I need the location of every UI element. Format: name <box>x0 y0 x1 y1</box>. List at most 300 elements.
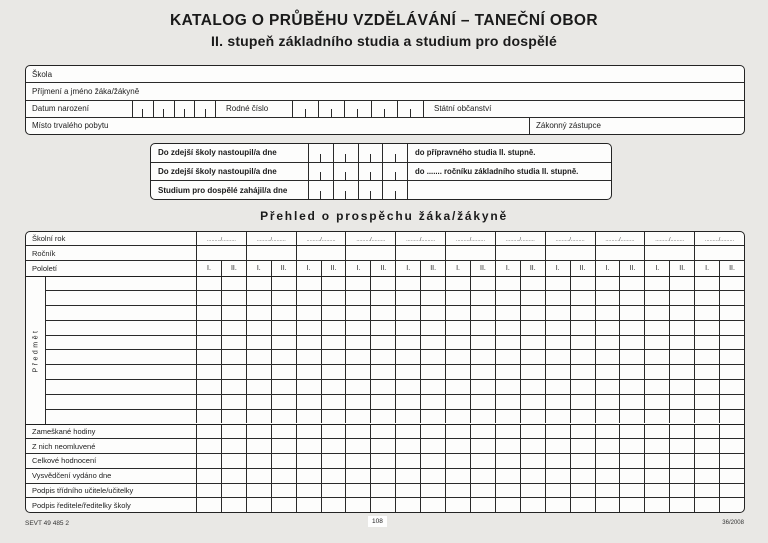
summary-entry-cell <box>719 484 744 498</box>
grade-entry-cell <box>719 410 744 424</box>
grade-entry-cell <box>570 321 595 335</box>
subject-row <box>46 305 744 320</box>
grade-entry-cell <box>395 395 420 409</box>
summary-entry-cell <box>395 439 420 453</box>
enrollment-date-comb <box>308 163 408 181</box>
grade-entry-cell <box>370 365 395 379</box>
summary-entry-cell <box>246 498 271 512</box>
summary-entry-cell <box>644 484 669 498</box>
grade-entry-cell <box>321 380 346 394</box>
summary-entry-cell <box>644 498 669 512</box>
grade-entry-cell <box>619 291 644 305</box>
grade-entry-cell <box>644 380 669 394</box>
school-year-cell <box>345 232 395 245</box>
summary-entry-cell <box>221 454 246 468</box>
year-dotted-line: ........./......... <box>655 237 685 243</box>
grade-entry-cell <box>694 291 719 305</box>
grade-entry-cell <box>669 306 694 320</box>
grade-cell <box>545 246 595 260</box>
subject-row <box>46 409 744 424</box>
summary-row-label: Podpis ředitele/ředitelky školy <box>32 500 131 510</box>
grade-entry-cell <box>296 410 321 424</box>
summary-entry-cell <box>545 425 570 439</box>
grade-entry-cell <box>271 350 296 364</box>
digit-tick <box>395 154 396 162</box>
grade-entry-cell <box>570 380 595 394</box>
summary-entry-cell <box>221 425 246 439</box>
summary-entry-cell <box>445 439 470 453</box>
digit-tick <box>344 101 345 117</box>
grade-entry-cell <box>719 321 744 335</box>
grade-entry-cell <box>545 306 570 320</box>
summary-entry-cell <box>395 425 420 439</box>
subject-row <box>46 394 744 409</box>
summary-entry-cell <box>669 425 694 439</box>
grade-entry-cell <box>345 291 370 305</box>
digit-tick <box>205 109 206 116</box>
digit-tick <box>410 109 411 116</box>
school-year-cell <box>595 232 645 245</box>
page-code: 108 <box>368 516 387 527</box>
enrollment-row-2-suffix: do ....... ročníku základního studia II. stupně. <box>415 167 579 176</box>
grade-entry-cell <box>246 306 271 320</box>
grade-entry-cell <box>370 395 395 409</box>
summary-entry-cell <box>196 425 221 439</box>
grade-entry-cell <box>420 365 445 379</box>
grade-entry-cell <box>595 365 620 379</box>
summary-entry-cell <box>694 454 719 468</box>
summary-entry-cell <box>246 439 271 453</box>
summary-entry-cell <box>669 498 694 512</box>
summary-entry-cell <box>545 439 570 453</box>
school-year-cell <box>196 232 246 245</box>
school-year-cell <box>246 232 296 245</box>
summary-entry-cell <box>520 469 545 483</box>
school-year-label: Školní rok <box>32 234 66 243</box>
grade-entry-cell <box>669 410 694 424</box>
grade-entry-cell <box>470 321 495 335</box>
summary-entry-cell <box>370 425 395 439</box>
summary-entry-cell <box>694 469 719 483</box>
subject-column-header <box>26 277 46 424</box>
digit-tick <box>333 163 334 181</box>
summary-entry-cell <box>345 439 370 453</box>
grade-entry-cell <box>296 380 321 394</box>
grade-entry-cell <box>619 321 644 335</box>
digit-tick <box>215 101 216 117</box>
grade-entry-cell <box>271 395 296 409</box>
enrollment-row-1-label: Do zdejší školy nastoupil/a dne <box>158 148 277 158</box>
grade-entry-cell <box>619 395 644 409</box>
summary-entry-cell <box>570 498 595 512</box>
summary-entry-cell <box>345 498 370 512</box>
birth-number-label: Rodné číslo <box>226 104 269 114</box>
digit-tick <box>318 101 319 117</box>
summary-entry-cell <box>221 498 246 512</box>
grade-entry-cell <box>644 350 669 364</box>
grade-entry-cell <box>694 380 719 394</box>
summary-entry-cell <box>470 484 495 498</box>
grade-entry-cell <box>321 395 346 409</box>
semester-cell: I. <box>196 261 221 276</box>
grade-entry-cell <box>470 365 495 379</box>
summary-entry-cell <box>495 454 520 468</box>
summary-entry-cell <box>719 454 744 468</box>
grade-entry-cell <box>570 350 595 364</box>
birth-date-label: Datum narození <box>32 104 89 114</box>
summary-rows <box>26 425 744 513</box>
summary-entry-cell <box>570 469 595 483</box>
summary-entry-cell <box>420 498 445 512</box>
grade-entry-cell <box>719 277 744 291</box>
school-year-cell <box>644 232 694 245</box>
grade-entry-cell <box>395 291 420 305</box>
grade-entry-cell <box>345 350 370 364</box>
grade-entry-cell <box>520 291 545 305</box>
grade-entry-cell <box>669 350 694 364</box>
semester-cell: I. <box>545 261 570 276</box>
grade-label: Ročník <box>32 248 56 258</box>
student-name-label: Příjmení a jméno žáka/žákyně <box>32 86 140 96</box>
grade-entry-cell <box>345 395 370 409</box>
grade-entry-cell <box>321 277 346 291</box>
summary-entry-cell <box>619 469 644 483</box>
grade-cell <box>196 246 246 260</box>
form-subtitle: II. stupeň základního studia a studium pro dospělé <box>210 33 558 49</box>
summary-entry-cell <box>196 439 221 453</box>
grade-entry-cell <box>395 277 420 291</box>
summary-entry-cell <box>345 425 370 439</box>
summary-entry-cell <box>445 454 470 468</box>
summary-entry-cell <box>445 469 470 483</box>
subject-row <box>46 349 744 364</box>
grade-entry-cell <box>545 350 570 364</box>
digit-tick <box>345 154 346 162</box>
summary-entry-cell <box>470 469 495 483</box>
digit-tick <box>384 109 385 116</box>
summary-entry-cell <box>470 425 495 439</box>
semester-cell: I. <box>345 261 370 276</box>
summary-entry-cell <box>196 484 221 498</box>
summary-entry-cell <box>196 498 221 512</box>
digit-tick <box>153 101 154 117</box>
enrollment-row-2-label: Do zdejší školy nastoupil/a dne <box>158 167 277 176</box>
citizenship-label: Státní občanství <box>434 104 492 114</box>
grade-entry-cell <box>445 395 470 409</box>
school-year-cell <box>395 232 445 245</box>
grade-entry-cell <box>619 350 644 364</box>
digit-tick <box>370 154 371 162</box>
summary-entry-cell <box>271 484 296 498</box>
grade-entry-cell <box>470 350 495 364</box>
grade-entry-cell <box>545 365 570 379</box>
grade-entry-cell <box>595 321 620 335</box>
grade-entry-cell <box>271 321 296 335</box>
grade-entry-cell <box>545 380 570 394</box>
summary-entry-cell <box>271 454 296 468</box>
summary-entry-cell <box>296 425 321 439</box>
semester-cell: II. <box>719 261 744 276</box>
grade-entry-cell <box>196 350 221 364</box>
grade-entry-cell <box>545 336 570 350</box>
grade-entry-cell <box>495 306 520 320</box>
digit-tick <box>345 191 346 199</box>
grade-entry-cell <box>420 350 445 364</box>
grade-entry-cell <box>619 277 644 291</box>
grade-entry-cell <box>345 277 370 291</box>
subject-row <box>46 364 744 379</box>
summary-entry-cell <box>495 469 520 483</box>
summary-entry-cell <box>370 439 395 453</box>
summary-row <box>26 438 744 453</box>
grade-entry-cell <box>420 306 445 320</box>
digit-tick <box>305 109 306 116</box>
grade-entry-cell <box>470 277 495 291</box>
grade-entry-cell <box>370 306 395 320</box>
grade-entry-cell <box>420 321 445 335</box>
grade-entry-cell <box>570 365 595 379</box>
grade-entry-cell <box>345 336 370 350</box>
summary-entry-cell <box>644 439 669 453</box>
digit-tick <box>357 109 358 116</box>
grade-entry-cell <box>395 321 420 335</box>
grade-entry-cell <box>420 277 445 291</box>
grade-entry-cell <box>694 395 719 409</box>
grade-entry-cell <box>669 321 694 335</box>
grade-row <box>26 246 744 261</box>
grade-entry-cell <box>520 350 545 364</box>
grade-entry-cell <box>470 336 495 350</box>
enrollment-row-1-suffix: do přípravného studia II. stupně. <box>415 148 536 158</box>
summary-entry-cell <box>545 498 570 512</box>
grade-entry-cell <box>221 365 246 379</box>
grade-entry-cell <box>644 306 669 320</box>
year-dotted-line: ........./......... <box>705 237 735 243</box>
grade-entry-cell <box>495 350 520 364</box>
grade-entry-cell <box>520 365 545 379</box>
grade-entry-cell <box>196 410 221 424</box>
summary-entry-cell <box>669 484 694 498</box>
summary-entry-cell <box>520 498 545 512</box>
semester-cell: II. <box>520 261 545 276</box>
subject-name-cell <box>46 395 196 409</box>
semester-cell: II. <box>420 261 445 276</box>
summary-entry-cell <box>271 439 296 453</box>
grade-entry-cell <box>545 321 570 335</box>
summary-entry-cell <box>495 498 520 512</box>
summary-entry-cell <box>445 425 470 439</box>
grade-entry-cell <box>420 410 445 424</box>
digit-tick <box>395 191 396 199</box>
grade-entry-cell <box>221 321 246 335</box>
summary-entry-cell <box>370 454 395 468</box>
digit-tick <box>308 181 309 199</box>
digit-tick <box>371 101 372 117</box>
summary-entry-cell <box>345 469 370 483</box>
summary-entry-cell <box>321 454 346 468</box>
semester-cells <box>196 261 744 276</box>
grade-entry-cell <box>196 306 221 320</box>
grade-entry-cell <box>495 395 520 409</box>
summary-entry-cell <box>545 454 570 468</box>
grade-entry-cell <box>321 350 346 364</box>
summary-entry-cell <box>669 469 694 483</box>
summary-entry-cell <box>669 454 694 468</box>
enrollment-row-1 <box>151 144 611 162</box>
digit-tick <box>407 181 408 199</box>
enrollment-date-comb <box>308 181 408 199</box>
grade-entry-cell <box>370 350 395 364</box>
semester-cell: II. <box>619 261 644 276</box>
grade-entry-cell <box>370 380 395 394</box>
grade-entry-cell <box>495 380 520 394</box>
grade-entry-cell <box>321 306 346 320</box>
school-year-cell <box>445 232 495 245</box>
grade-entry-cell <box>271 380 296 394</box>
subject-name-cell <box>46 277 196 291</box>
subject-column-label: Předmět <box>32 328 39 372</box>
grade-entry-cell <box>221 277 246 291</box>
grade-entry-cell <box>271 277 296 291</box>
summary-entry-cell <box>445 498 470 512</box>
summary-entry-cell <box>694 484 719 498</box>
grade-entry-cell <box>619 365 644 379</box>
summary-entry-cell <box>321 439 346 453</box>
summary-row-label: Zameškané hodiny <box>32 426 96 436</box>
enrollment-box <box>150 143 612 200</box>
grade-cell <box>495 246 545 260</box>
summary-row-label: Podpis třídního učitele/učitelky <box>32 485 134 495</box>
grade-entry-cell <box>694 410 719 424</box>
grade-entry-cell <box>669 336 694 350</box>
digit-tick <box>184 109 185 116</box>
grade-entry-cell <box>271 306 296 320</box>
summary-entry-cell <box>246 484 271 498</box>
grade-entry-cell <box>321 365 346 379</box>
grade-entry-cell <box>221 380 246 394</box>
grade-entry-cell <box>296 395 321 409</box>
grade-entry-cell <box>370 336 395 350</box>
summary-entry-cell <box>520 439 545 453</box>
digit-tick <box>292 101 293 117</box>
digit-tick <box>345 172 346 180</box>
grade-entry-cell <box>246 336 271 350</box>
grade-entry-cell <box>619 410 644 424</box>
summary-entry-cell <box>321 498 346 512</box>
grade-cell <box>246 246 296 260</box>
summary-entry-cell <box>595 439 620 453</box>
grade-entry-cell <box>221 350 246 364</box>
grade-entry-cell <box>445 321 470 335</box>
grade-entry-cell <box>321 410 346 424</box>
grade-entry-cell <box>595 395 620 409</box>
grade-cell <box>595 246 645 260</box>
digit-tick <box>382 144 383 162</box>
grade-entry-cell <box>520 410 545 424</box>
grade-entry-cell <box>644 291 669 305</box>
grade-entry-cell <box>345 321 370 335</box>
summary-entry-cell <box>221 484 246 498</box>
school-year-row <box>26 232 744 246</box>
grade-entry-cell <box>595 350 620 364</box>
grade-entry-cell <box>296 277 321 291</box>
grade-cell <box>644 246 694 260</box>
semester-label: Pololetí <box>32 263 58 273</box>
semester-cell: II. <box>570 261 595 276</box>
summary-entry-cell <box>246 454 271 468</box>
semester-cell: II. <box>221 261 246 276</box>
summary-entry-cell <box>644 454 669 468</box>
summary-entry-cell <box>719 439 744 453</box>
grade-entry-cell <box>545 395 570 409</box>
summary-entry-cell <box>669 439 694 453</box>
digit-tick <box>132 101 133 117</box>
digit-tick <box>194 101 195 117</box>
summary-entry-cell <box>619 425 644 439</box>
grade-entry-cell <box>520 306 545 320</box>
summary-entry-cell <box>395 484 420 498</box>
year-dotted-line: ........./......... <box>356 237 386 243</box>
grade-entry-cell <box>196 277 221 291</box>
grade-entry-cell <box>719 365 744 379</box>
grade-entry-cell <box>545 291 570 305</box>
school-year-cell <box>296 232 346 245</box>
summary-entry-cell <box>570 484 595 498</box>
summary-entry-cell <box>694 498 719 512</box>
subject-name-cell <box>46 350 196 364</box>
digit-tick <box>333 144 334 162</box>
year-dotted-line: ........./......... <box>505 237 535 243</box>
grade-entry-cell <box>271 365 296 379</box>
grades-table <box>25 231 745 513</box>
grade-entry-cell <box>595 306 620 320</box>
grade-entry-cell <box>246 410 271 424</box>
summary-entry-cell <box>595 454 620 468</box>
digit-tick <box>382 163 383 181</box>
grade-entry-cell <box>644 321 669 335</box>
grade-entry-cell <box>445 350 470 364</box>
grade-entry-cell <box>395 380 420 394</box>
grade-entry-cell <box>271 291 296 305</box>
grade-entry-cell <box>520 380 545 394</box>
grade-entry-cell <box>719 336 744 350</box>
grade-entry-cell <box>321 321 346 335</box>
grade-entry-cell <box>694 306 719 320</box>
form-title: KATALOG O PRŮBĚHU VZDĚLÁVÁNÍ – TANEČNÍ OBOR <box>170 12 598 29</box>
grade-entry-cell <box>694 277 719 291</box>
grade-entry-cell <box>644 365 669 379</box>
summary-entry-cell <box>345 484 370 498</box>
summary-entry-cell <box>545 484 570 498</box>
semester-cell: II. <box>370 261 395 276</box>
digit-tick <box>370 191 371 199</box>
year-dotted-line: ........./......... <box>555 237 585 243</box>
summary-entry-cell <box>321 469 346 483</box>
summary-entry-cell <box>246 425 271 439</box>
summary-entry-cell <box>296 498 321 512</box>
year-dotted-line: ........./......... <box>206 237 236 243</box>
grade-entry-cell <box>246 395 271 409</box>
enrollment-row-3 <box>151 180 611 199</box>
digit-tick <box>320 154 321 162</box>
grade-entry-cell <box>196 321 221 335</box>
summary-entry-cell <box>445 484 470 498</box>
year-dotted-line: ........./......... <box>455 237 485 243</box>
summary-entry-cell <box>595 425 620 439</box>
grade-entry-cell <box>570 277 595 291</box>
year-dotted-line: ........./......... <box>605 237 635 243</box>
grade-cell <box>445 246 495 260</box>
